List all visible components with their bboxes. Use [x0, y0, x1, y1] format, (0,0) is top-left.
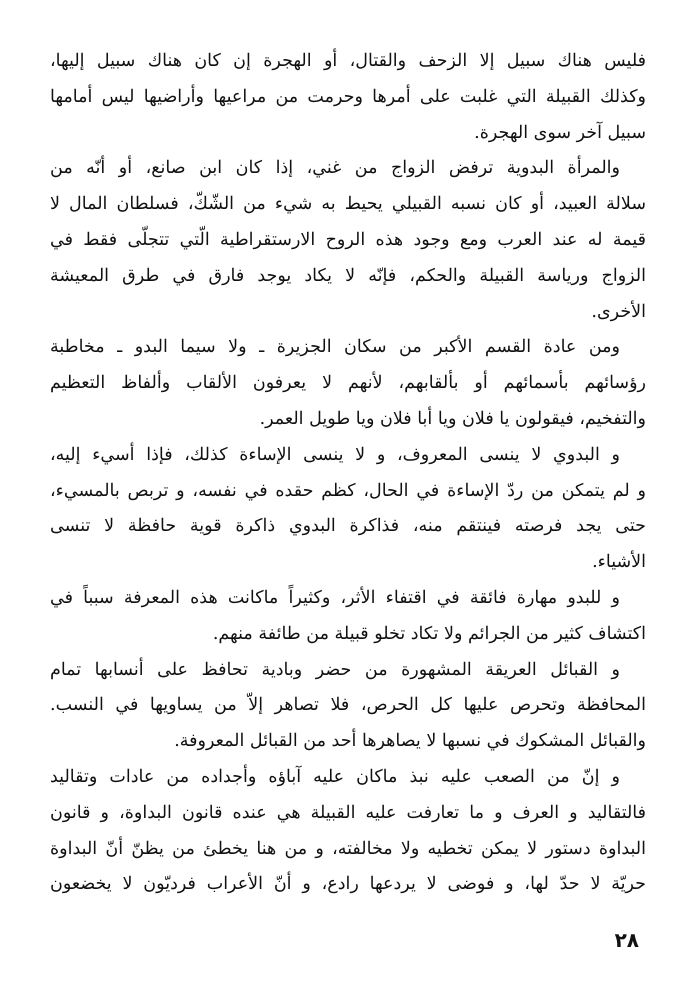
text-line: و القبائل العريقة المشهورة من حضر وبادية تحافظ على أنسابها تمام — [50, 659, 620, 680]
paragraph — [50, 653, 646, 760]
page-number: ٢٨ — [614, 928, 639, 952]
paragraph — [50, 760, 646, 903]
text-line: اكتشاف كثير من الجرائم ولا تكاد تخلو قبيلة من طائفة منهم. — [212, 623, 646, 644]
paragraph — [50, 581, 646, 653]
text-line: سبيل آخر سوى الهجرة. — [474, 122, 646, 143]
paragraph — [50, 151, 646, 330]
text-line: ومن عادة القسم الأكبر من سكان الجزيرة ـ ولا سيما البدو ـ مخاطبة — [50, 337, 620, 358]
text-line: فالتقاليد و العرف و ما تعارفت عليه القبيلة هي عنده قانون البداوة، و قانون — [50, 802, 646, 823]
text-line: وكذلك القبيلة التي غلبت على أمرها وحرمت من مراعيها وأراضيها ليس أمامها — [50, 86, 646, 107]
text-line: الأخرى. — [591, 301, 646, 322]
text-line: الزواج ورياسة القبيلة والحكم، فإنّه لا يكاد يوجد فارق في طرق المعيشة — [50, 265, 646, 286]
text-line: المحافظة وتحرص عليها كل الحرص، فلا تصاهر إلاّ من يساويها في النسب. — [50, 695, 646, 716]
text-line: والتفخيم، فيقولون يا فلان ويا أبا فلان ويا طويل العمر. — [259, 408, 646, 429]
text-line: و البدوي لا ينسى المعروف، و لا ينسى الإساءة كذلك، فإذا أسيء إليه، — [50, 444, 620, 465]
text-line: حريّة لا حدّ لها، و فوضى لا يردعها رادع، و أنّ الأعراب فرديّون لا يخضعون — [50, 874, 646, 895]
text-line: البداوة دستور لا يمكن تخطيه ولا مخالفته، و من هنا يخطئ من يظنّ أنّ البداوة — [50, 838, 646, 859]
text-line: فليس هناك سبيل إلا الزحف والقتال، أو الهجرة إن كان هناك سبيل إليها، — [50, 51, 646, 71]
text-line: قيمة له عند العرب ومع وجود هذه الروح الارستقراطية الّتي تتجلّى فقط في — [50, 229, 646, 250]
text-line: و إنّ من الصعب عليه نبذ ماكان عليه آباؤه وأجداده من عادات وتقاليد — [50, 766, 620, 787]
text-line: والمرأة البدوية ترفض الزواج من غني، إذا كان ابن صانع، أو أنّه من — [50, 158, 620, 179]
paragraph — [50, 44, 646, 151]
text-line: و للبدو مهارة فائقة في اقتفاء الأثر، وكثيراً ماكانت هذه المعرفة سبباً في — [50, 587, 620, 608]
text-line: و لم يتمكن من ردّ الإساءة في الحال، كظم حقده في نفسه، و تربص بالمسيء، — [50, 480, 646, 501]
text-line: الأشياء. — [592, 552, 646, 573]
page-body — [50, 44, 646, 903]
paragraph — [50, 438, 646, 581]
paragraph — [50, 330, 646, 437]
text-line: حتى يجد فرصته فينتقم منه، فذاكرة البدوي ذاكرة قوية حافظة لا تنسى — [50, 516, 646, 537]
text-line: سلالة العبيد، أو كان نسبه القبيلي يحيط به شيء من الشّكّ، فسلطان المال لا — [50, 194, 646, 215]
text-line: والقبائل المشكوك في نسبها لا يصاهرها أحد من القبائل المعروفة. — [174, 731, 646, 752]
text-line: رؤسائهم بأسمائهم أو بألقابهم، لأنهم لا يعرفون الألقاب وألفاظ التعظيم — [50, 373, 646, 394]
